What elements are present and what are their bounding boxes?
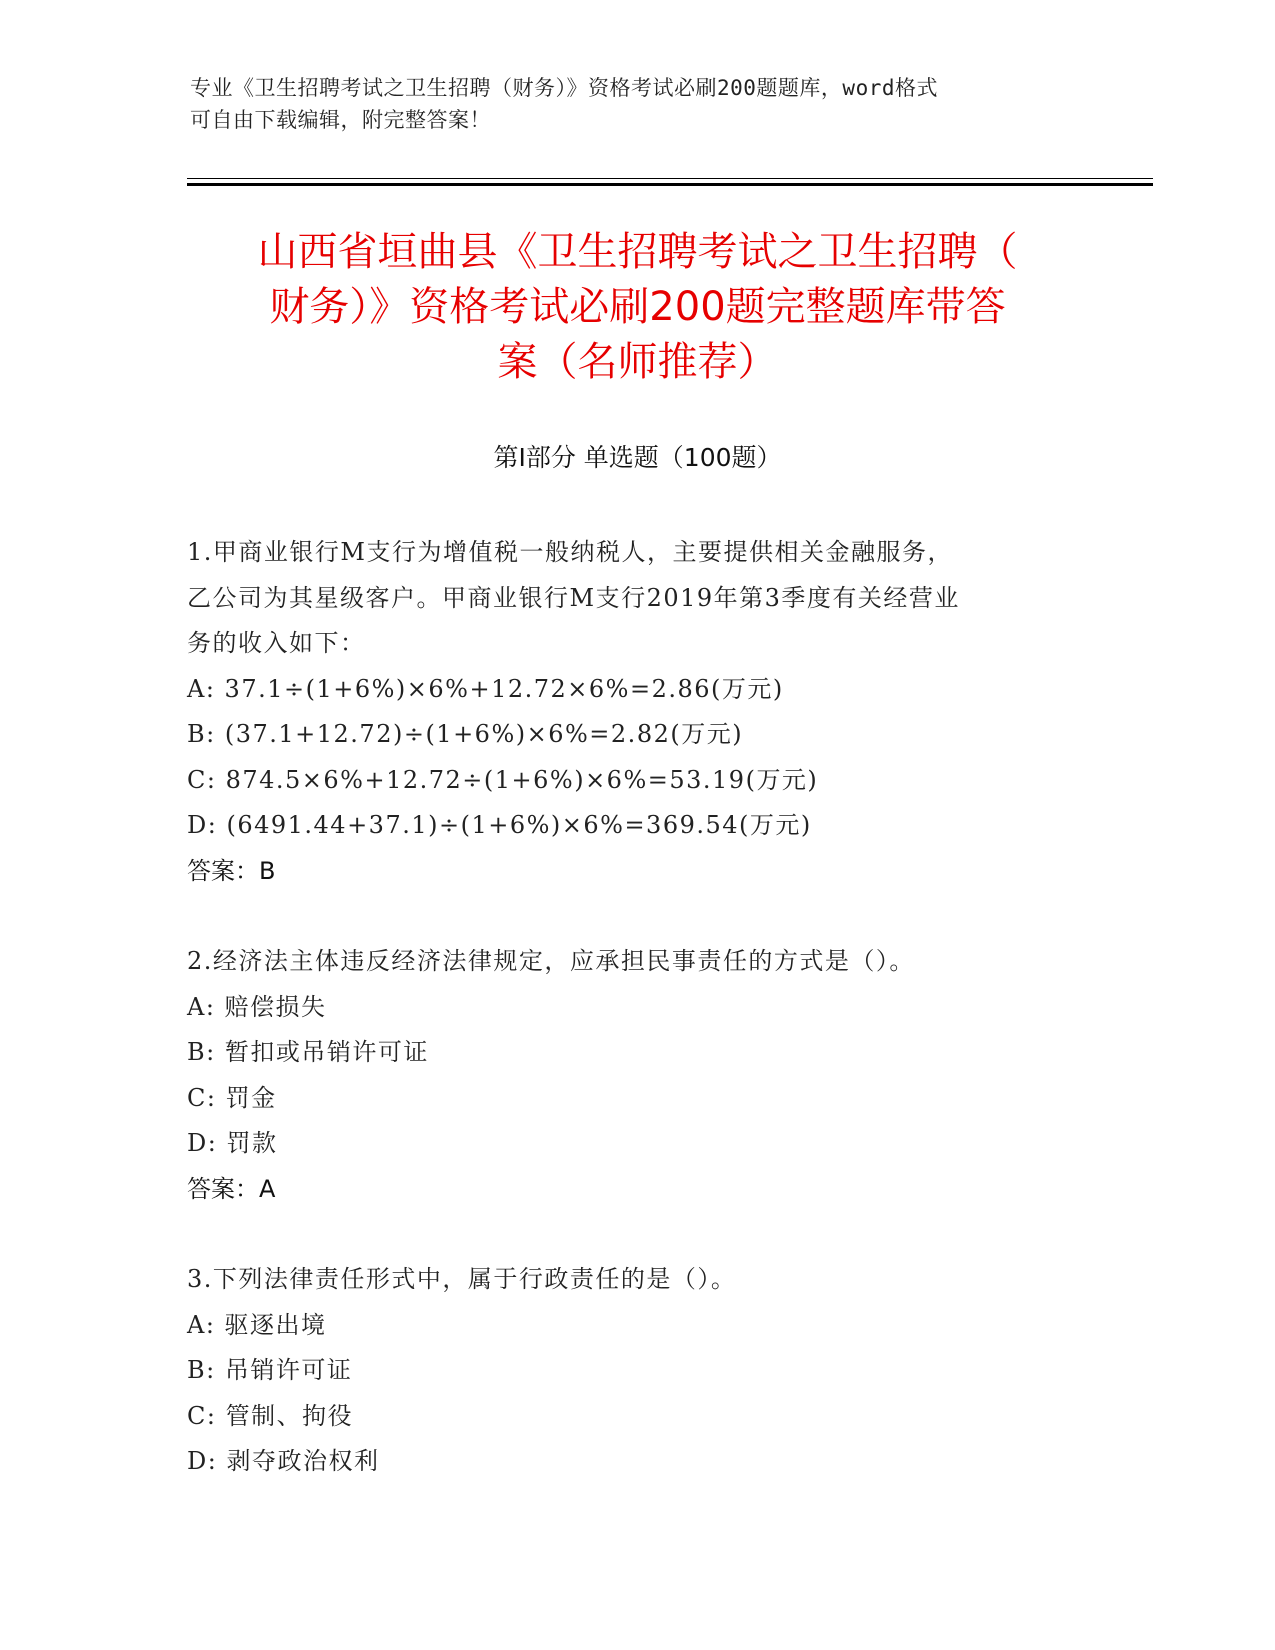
option-a: A: 驱逐出境 — [187, 1310, 327, 1339]
question-list — [187, 530, 1087, 1530]
header-note-line: 可自由下载编辑，附完整答案！ — [190, 108, 491, 132]
question-2 — [187, 939, 1087, 1212]
option-d: D: (6491.44+37.1)÷(1+6%)×6%=369.54(万元) — [187, 811, 812, 839]
option-c: C: 874.5×6%+12.72÷(1+6%)×6%=53.19(万元) — [187, 765, 819, 794]
option-d: D: 罚款 — [187, 1129, 278, 1157]
title-line: 财务）》资格考试必刷200题完整题库带答 — [269, 284, 1006, 330]
question-1 — [187, 530, 1087, 894]
title-line: 山西省垣曲县《卫生招聘考试之卫生招聘（ — [257, 229, 1018, 275]
option-a: A: 赔偿损失 — [187, 992, 327, 1021]
question-stem: 1.甲商业银行M支行为增值税一般纳税人，主要提供相关金融服务， — [187, 538, 953, 566]
option-b: B: (37.1+12.72)÷(1+6%)×6%=2.82(万元) — [187, 720, 744, 748]
header-rule-thick — [187, 183, 1153, 186]
option-c: C: 罚金 — [187, 1083, 277, 1112]
question-3 — [187, 1257, 1087, 1485]
question-stem: 2.经济法主体违反经济法律规定，应承担民事责任的方式是（）。 — [187, 947, 915, 975]
answer: 答案：B — [187, 856, 276, 885]
option-b: B: 暂扣或吊销许可证 — [187, 1038, 429, 1066]
option-b: B: 吊销许可证 — [187, 1356, 353, 1384]
question-stem: 乙公司为其星级客户。甲商业银行M支行2019年第3季度有关经营业 — [187, 583, 960, 612]
option-c: C: 管制、拘役 — [187, 1401, 354, 1430]
header-note-line: 专业《卫生招聘考试之卫生招聘（财务）》资格考试必刷200题题库，word格式 — [190, 76, 938, 100]
option-d: D: 剥夺政治权利 — [187, 1447, 380, 1475]
section-title: 第Ⅰ部分 单选题（100题） — [493, 443, 782, 472]
option-a: A: 37.1÷(1+6%)×6%+12.72×6%=2.86(万元) — [187, 674, 784, 703]
header-rule-thin — [187, 178, 1153, 179]
answer: 答案：A — [187, 1174, 276, 1203]
document-title — [170, 225, 1105, 390]
title-line: 案（名师推荐） — [497, 339, 778, 385]
header-note — [190, 72, 1090, 136]
question-stem: 务的收入如下： — [187, 629, 366, 657]
question-stem: 3.下列法律责任形式中，属于行政责任的是（）。 — [187, 1265, 737, 1293]
